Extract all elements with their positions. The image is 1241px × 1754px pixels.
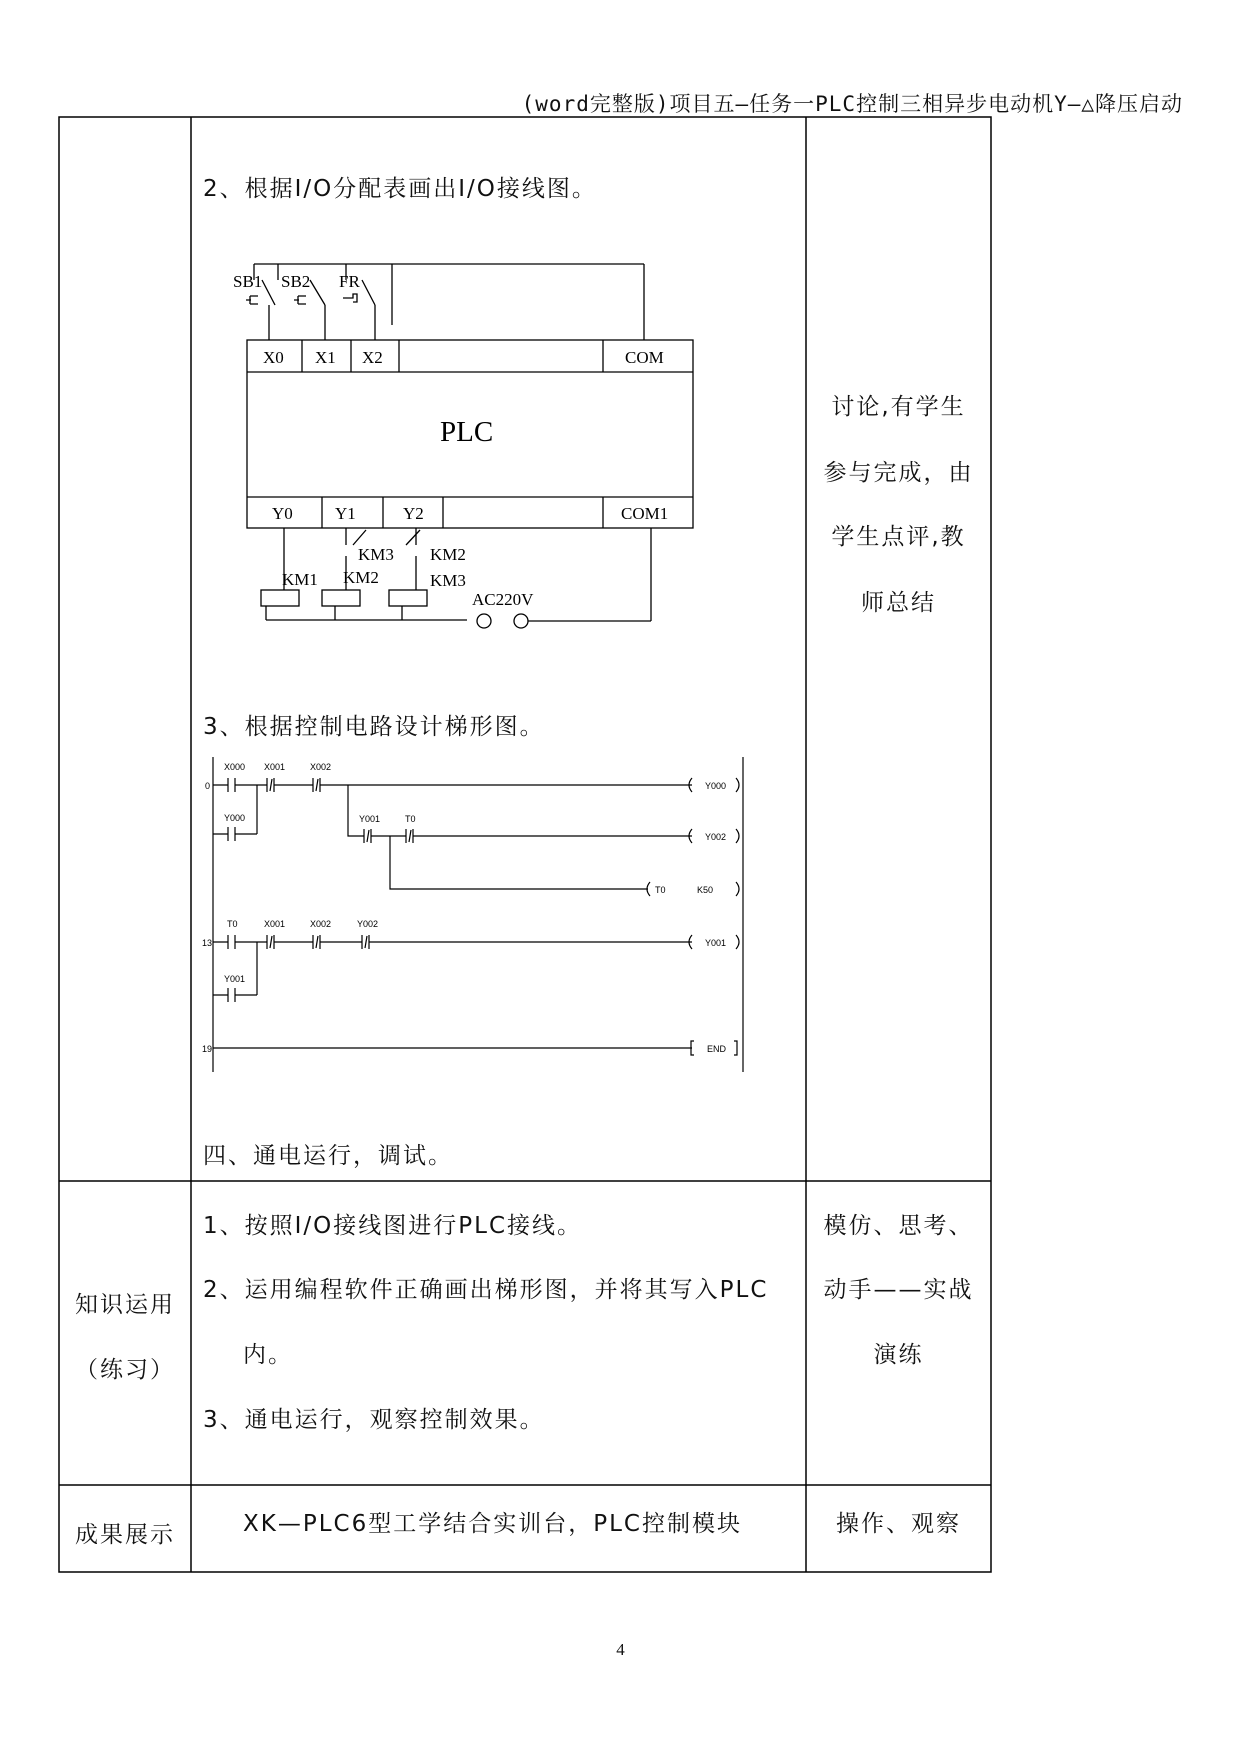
step-4-text: 四、通电运行，调试。 — [203, 1143, 453, 1169]
terminal-x1: X1 — [315, 348, 336, 367]
rung3-coil-y001: Y001 — [705, 938, 727, 948]
rung3-contact-y002: Y002 — [357, 919, 379, 929]
rung1-contact-x000: X000 — [224, 762, 246, 772]
coil-km2: KM2 — [343, 568, 379, 587]
rung1-contact-x001: X001 — [264, 762, 286, 772]
supply-label: AC220V — [472, 590, 534, 609]
rung2-timer-t0: T0 — [655, 885, 666, 895]
rung1-coil-y000: Y000 — [705, 781, 727, 791]
row3-content: XK—PLC6型工学结合实训台，PLC控制模块 — [243, 1511, 742, 1537]
activity-line-3: 学生点评,教 — [831, 524, 966, 550]
input-label-sb1: SB1 — [233, 272, 263, 291]
practice-item-3: 3、通电运行，观察控制效果。 — [203, 1407, 545, 1433]
activity-line-1: 讨论,有学生 — [831, 394, 966, 420]
activity-line-4: 师总结 — [861, 590, 936, 616]
row2-activity-line-1: 模仿、思考、 — [823, 1213, 974, 1239]
rung2-contact-y001: Y001 — [359, 814, 381, 824]
interlock-km3: KM3 — [358, 545, 394, 564]
rung3-parallel-y001: Y001 — [224, 974, 246, 984]
step-number-13: 13 — [202, 938, 213, 948]
rung2-timer-preset: K50 — [697, 885, 714, 895]
row2-label-line-2: （练习） — [75, 1357, 175, 1383]
rung2-coil-y002: Y002 — [705, 832, 727, 842]
rung3-contact-x001: X001 — [264, 919, 286, 929]
rung2-contact-t0: T0 — [405, 814, 416, 824]
step-2-text: 2、根据I/O分配表画出I/O接线图。 — [203, 176, 597, 202]
row2-activity-line-2: 动手——实战 — [823, 1277, 974, 1303]
practice-item-2-cont: 内。 — [243, 1342, 293, 1368]
terminal-com: COM — [625, 348, 664, 367]
row3-activity: 操作、观察 — [836, 1511, 961, 1537]
terminal-y1: Y1 — [335, 504, 356, 523]
practice-item-1: 1、按照I/O接线图进行PLC接线。 — [203, 1213, 583, 1239]
interlock-km2: KM2 — [430, 545, 466, 564]
step-3-text: 3、根据控制电路设计梯形图。 — [203, 714, 545, 740]
step-number-0: 0 — [205, 781, 211, 791]
plc-label: PLC — [440, 416, 494, 448]
coil-km3: KM3 — [430, 571, 466, 590]
rung1-parallel-y000: Y000 — [224, 813, 246, 823]
page-number: 4 — [616, 1640, 625, 1659]
rung4-end: END — [707, 1044, 727, 1054]
coil-km1: KM1 — [282, 570, 318, 589]
input-label-sb2: SB2 — [281, 272, 311, 291]
activity-line-2: 参与完成，由 — [823, 460, 974, 486]
row2-label-line-1: 知识运用 — [75, 1292, 175, 1318]
input-label-fr: FR — [339, 272, 360, 291]
step-number-19: 19 — [202, 1044, 213, 1054]
terminal-x2: X2 — [362, 348, 383, 367]
page-header: (word完整版)项目五—任务一PLC控制三相异步电动机Y—△降压启动 — [521, 92, 1183, 116]
row2-activity-line-3: 演练 — [873, 1342, 924, 1368]
terminal-x0: X0 — [263, 348, 284, 367]
rung3-contact-t0: T0 — [227, 919, 238, 929]
terminal-y0: Y0 — [272, 504, 293, 523]
terminal-com1: COM1 — [621, 504, 669, 523]
rung3-contact-x002: X002 — [310, 919, 332, 929]
practice-item-2: 2、运用编程软件正确画出梯形图，并将其写入PLC — [203, 1277, 769, 1303]
terminal-y2: Y2 — [403, 504, 424, 523]
rung1-contact-x002: X002 — [310, 762, 332, 772]
row3-label: 成果展示 — [75, 1522, 175, 1548]
